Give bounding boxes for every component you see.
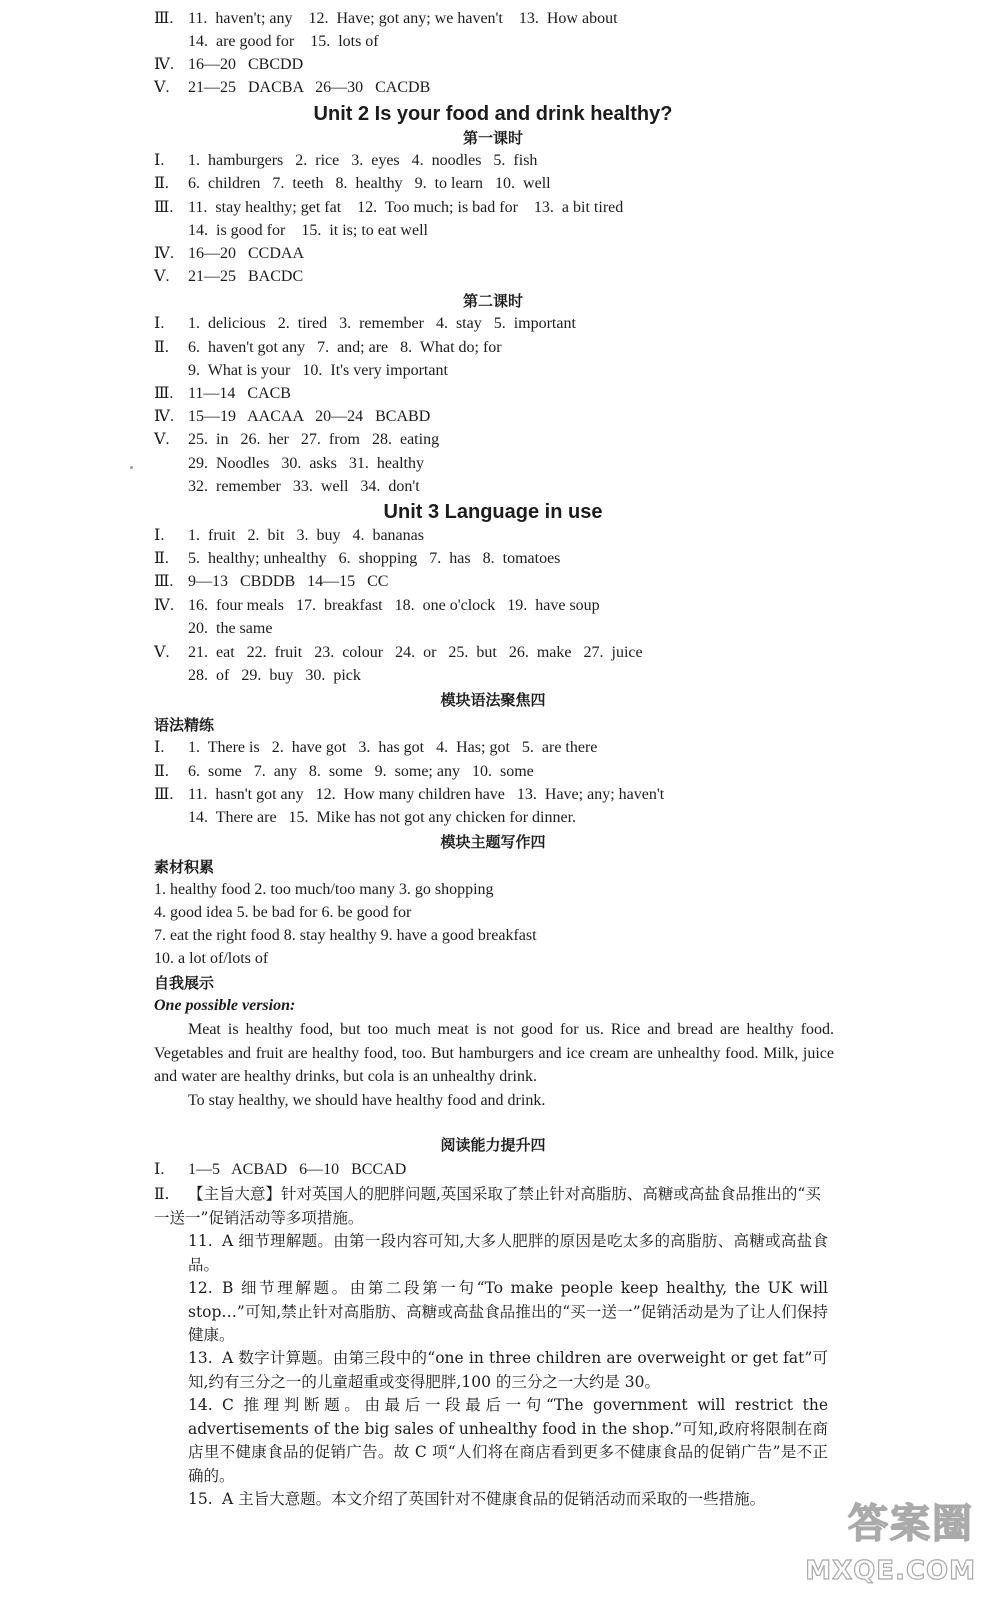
version-label: One possible version:: [154, 997, 296, 1014]
answer-line: [188, 32, 379, 52]
answer-text: 21—25 DACBA 26—30 CACDB: [188, 79, 431, 96]
answer-text: 9—13 CBDDB 14—15 CC: [188, 573, 389, 590]
site-watermark: [800, 1492, 980, 1592]
reading-heading: 阅读能力提升四: [440, 1136, 546, 1154]
answer-text: 16. four meals 17. breakfast 18. one o'clock 19. have soup: [188, 597, 600, 614]
materials-label: 素材积累: [154, 858, 215, 876]
answer-line: [188, 619, 272, 639]
answer-text: 9. What is your 10. It's very important: [188, 362, 448, 379]
answer-text: 11. stay healthy; get fat 12. Too much; is bad for 13. a bit tired: [188, 199, 624, 216]
roman-numeral: Ⅳ.: [154, 56, 174, 73]
explanation-15: [188, 1488, 828, 1512]
roman-numeral: Ⅳ.: [154, 245, 174, 262]
question-number: 12.: [188, 1279, 213, 1297]
roman-numeral: Ⅲ.: [154, 10, 174, 27]
explanation-11: [188, 1230, 828, 1277]
roman-numeral: Ⅲ.: [154, 385, 174, 402]
roman-numeral: Ⅱ.: [154, 550, 169, 567]
answer-text: 14. is good for 15. it is; to eat well: [188, 222, 428, 239]
roman-numeral: Ⅱ.: [154, 339, 169, 356]
answer-line: [154, 78, 430, 98]
answer-line: [154, 151, 537, 171]
answer-line: [154, 174, 551, 194]
roman-numeral: Ⅴ.: [154, 79, 170, 96]
essay-paragraph: Meat is healthy food, but too much meat is not good for us. Rice and bread are healthy food. Vegetables and fruit are healthy food, too. But hamburgers and ice cream are unhealthy food. Milk, juice and water are healthy drinks, but cola is an unhealthy drink.: [154, 1021, 834, 1085]
answer-line: [154, 785, 664, 805]
answer-text: 16—20 CCDAA: [188, 245, 305, 262]
answer-line: [154, 643, 643, 663]
answer-line: [188, 454, 424, 474]
answer-text: 1. hamburgers 2. rice 3. eyes 4. noodles 5. fish: [188, 152, 538, 169]
question-number: 15.: [188, 1490, 213, 1508]
watermark-logo: 答案圈: [848, 1501, 974, 1547]
explanation-text: C 推理判断题。由最后一段最后一句“The government will restrict the advertisements of the big sales of unhealthy food in the shop.”可知,政府将限制在商店里不健康食品的促销广告。故 C 项“人们将在商店看到更多不健康食品的促销广告”是不正确的。: [188, 1396, 828, 1485]
answer-text: 20. the same: [188, 620, 273, 637]
lesson-1-heading: 第一课时: [462, 129, 523, 147]
answer-line: [188, 221, 428, 241]
answer-line: [154, 1160, 406, 1180]
roman-numeral: Ⅴ.: [154, 268, 170, 285]
explanation-text: B 细节理解题。由第二段第一句“To make people keep healthy, the UK will stop…”可知,禁止针对高脂肪、高糖或高盐食品推出的“买一送一”促销活动是为了让人们保持健康。: [188, 1279, 828, 1344]
answer-line: [154, 430, 439, 450]
explanation-text: A 主旨大意题。本文介绍了英国针对不健康食品的促销活动而采取的一些措施。: [222, 1490, 766, 1508]
answer-line: [154, 244, 304, 264]
answer-line: [154, 338, 502, 358]
answer-text: 6. haven't got any 7. and; are 8. What do; for: [188, 339, 502, 356]
roman-numeral: Ⅰ.: [154, 527, 165, 544]
sample-essay: [154, 1018, 834, 1112]
roman-numeral: Ⅳ.: [154, 408, 174, 425]
explanation-12: [188, 1277, 828, 1348]
explanation-13: [188, 1347, 828, 1394]
roman-numeral: Ⅱ.: [154, 763, 169, 780]
answer-line: [188, 666, 361, 686]
essay-paragraph: To stay healthy, we should have healthy food and drink.: [188, 1091, 546, 1109]
answer-text: 28. of 29. buy 30. pick: [188, 667, 361, 684]
answer-line: [154, 9, 618, 29]
answer-text: 11. haven't; any 12. Have; got any; we haven't 13. How about: [188, 10, 618, 27]
writing-heading: 模块主题写作四: [440, 833, 546, 851]
grammar-heading: 模块语法聚焦四: [440, 691, 546, 709]
answer-text: 29. Noodles 30. asks 31. healthy: [188, 455, 424, 472]
answer-text: 6. children 7. teeth 8. healthy 9. to learn 10. well: [188, 175, 551, 192]
answer-line: [188, 477, 420, 497]
roman-numeral: Ⅰ.: [154, 152, 165, 169]
answer-line: [154, 572, 388, 592]
answer-line: [154, 384, 291, 404]
roman-numeral: Ⅰ.: [154, 739, 165, 756]
phrase-line: 7. eat the right food 8. stay healthy 9. have a good breakfast: [154, 927, 537, 944]
answer-text: 15—19 AACAA 20—24 BCABD: [188, 408, 431, 425]
roman-numeral: Ⅳ.: [154, 597, 174, 614]
roman-numeral: Ⅰ.: [154, 1161, 165, 1178]
roman-numeral: Ⅰ.: [154, 315, 165, 332]
unit-2-title: Unit 2 Is your food and drink healthy?: [313, 103, 673, 125]
answer-text: 21—25 BACDC: [188, 268, 304, 285]
roman-numeral: Ⅱ.: [154, 175, 169, 192]
answer-line: [188, 808, 576, 828]
explanation-14: [188, 1394, 828, 1488]
answer-line: [154, 55, 303, 75]
explanation-text: A 数字计算题。由第三段中的“one in three children are overweight or get fat”可知,约有三分之一的儿童超重或变得肥胖,100 的三分之一大约是 30。: [188, 1349, 828, 1391]
question-number: 13.: [188, 1349, 213, 1367]
lesson-2-heading: 第二课时: [462, 292, 523, 310]
answer-line: [154, 549, 560, 569]
unit-3-title: Unit 3 Language in use: [383, 501, 603, 523]
answer-text: 1—5 ACBAD 6—10 BCCAD: [188, 1161, 407, 1178]
answer-text: 25. in 26. her 27. from 28. eating: [188, 431, 440, 448]
answer-line: [154, 267, 303, 287]
scan-speck: [130, 466, 133, 469]
roman-numeral: Ⅴ.: [154, 644, 170, 661]
answer-text: 1. fruit 2. bit 3. buy 4. bananas: [188, 527, 424, 544]
answer-line: [154, 314, 576, 334]
main-idea: [154, 1183, 834, 1230]
answer-line: [188, 361, 448, 381]
answer-text: 1. There is 2. have got 3. has got 4. Has; got 5. are there: [188, 739, 598, 756]
answer-line: [154, 198, 623, 218]
answer-line: [154, 407, 430, 427]
answer-text: 16—20 CBCDD: [188, 56, 304, 73]
roman-numeral: Ⅲ.: [154, 199, 174, 216]
answer-text: 32. remember 33. well 34. don't: [188, 478, 420, 495]
roman-numeral: Ⅱ.: [154, 1185, 170, 1203]
question-number: 14.: [188, 1396, 213, 1414]
grammar-label: 语法精练: [154, 716, 215, 734]
roman-numeral: Ⅲ.: [154, 573, 174, 590]
roman-numeral: Ⅲ.: [154, 786, 174, 803]
answer-text: 11—14 CACB: [188, 385, 291, 402]
main-idea-text: 【主旨大意】针对英国人的肥胖问题,英国采取了禁止针对高脂肪、高糖或高盐食品推出的“买一送一”促销活动等多项措施。: [154, 1185, 821, 1227]
phrase-line: 4. good idea 5. be bad for 6. be good for: [154, 904, 412, 921]
explanation-text: A 细节理解题。由第一段内容可知,大多人肥胖的原因是吃太多的高脂肪、高糖或高盐食品。: [188, 1232, 828, 1274]
answer-text: 11. hasn't got any 12. How many children have 13. Have; any; haven't: [188, 786, 665, 803]
answer-text: 5. healthy; unhealthy 6. shopping 7. has 8. tomatoes: [188, 550, 561, 567]
phrase-line: 1. healthy food 2. too much/too many 3. go shopping: [154, 881, 494, 898]
watermark-url: MXQE.COM: [805, 1556, 976, 1586]
self-show-label: 自我展示: [154, 974, 215, 992]
answer-line: [154, 738, 597, 758]
answer-text: 21. eat 22. fruit 23. colour 24. or 25. but 26. make 27. juice: [188, 644, 643, 661]
answer-text: 14. are good for 15. lots of: [188, 33, 379, 50]
answer-text: 1. delicious 2. tired 3. remember 4. stay 5. important: [188, 315, 576, 332]
answer-text: 6. some 7. any 8. some 9. some; any 10. some: [188, 763, 534, 780]
roman-numeral: Ⅴ.: [154, 431, 170, 448]
answer-line: [154, 596, 600, 616]
question-number: 11.: [188, 1232, 213, 1250]
answer-text: 14. There are 15. Mike has not got any chicken for dinner.: [188, 809, 577, 826]
answer-line: [154, 526, 424, 546]
answer-line: [154, 762, 534, 782]
phrase-line: 10. a lot of/lots of: [154, 950, 269, 967]
